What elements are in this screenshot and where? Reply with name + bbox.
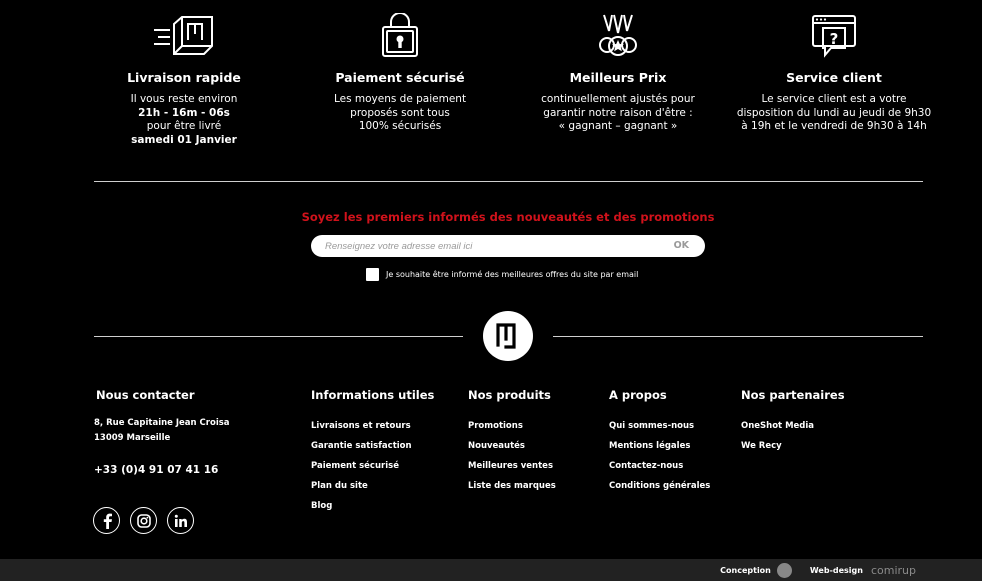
- footer-link[interactable]: Livraisons et retours: [311, 421, 411, 431]
- feature-title: Livraison rapide: [127, 70, 241, 85]
- footer-link[interactable]: OneShot Media: [741, 421, 815, 431]
- feature-title: Paiement sécurisé: [335, 70, 465, 85]
- feature-text: [508, 93, 728, 134]
- footer-heading: A propos: [609, 388, 667, 402]
- footer-heading: Informations utiles: [311, 388, 435, 402]
- footer-link[interactable]: Blog: [311, 501, 333, 511]
- footer-link[interactable]: Promotions: [468, 421, 523, 431]
- feature-line: Les moyens de paiement: [333, 93, 467, 105]
- feature-text: [724, 93, 944, 134]
- footer-heading: Nos produits: [468, 388, 551, 402]
- countdown: 21h - 16m - 06s: [138, 106, 230, 119]
- address: [94, 416, 230, 446]
- fast-delivery-icon: [74, 10, 294, 62]
- feature-line: Il vous reste environ: [130, 93, 238, 105]
- social-links: [93, 507, 194, 534]
- feature-line: continuellement ajustés pour: [541, 93, 695, 105]
- divider-right: [553, 336, 923, 337]
- address-line: 8, Rue Capitaine Jean Croisa: [94, 418, 230, 428]
- features-row: [0, 0, 982, 180]
- footer-link[interactable]: Plan du site: [311, 481, 368, 491]
- delivery-date: samedi 01 Janvier: [131, 133, 237, 146]
- linkedin-icon[interactable]: [167, 507, 194, 534]
- footer-link[interactable]: Mentions légales: [609, 441, 691, 451]
- feature-line: à 19h et le vendredi de 9h30 à 14h: [741, 120, 927, 132]
- newsletter-ok-button[interactable]: OK: [673, 240, 689, 251]
- footer-col-partners: [741, 388, 845, 456]
- feature-customer-service: [724, 10, 944, 134]
- footer-link[interactable]: Contactez-nous: [609, 461, 684, 471]
- globe-icon[interactable]: [777, 563, 792, 578]
- logo-mark-icon: [494, 321, 522, 351]
- phone-number[interactable]: +33 (0)4 91 07 41 16: [94, 464, 219, 476]
- footer-link[interactable]: Meilleures ventes: [468, 461, 553, 471]
- feature-line: pour être livré: [146, 120, 222, 132]
- padlock-icon: [290, 10, 510, 62]
- footer-heading: Nos partenaires: [741, 388, 845, 402]
- newsletter-optin[interactable]: [366, 268, 638, 281]
- footer-link[interactable]: Garantie satisfaction: [311, 441, 412, 451]
- footer-col-contact: [96, 388, 230, 476]
- newsletter-title: Soyez les premiers informés des nouveautés et des promotions: [301, 210, 715, 224]
- footer-link[interactable]: Paiement sécurisé: [311, 461, 399, 471]
- feature-line: garantir notre raison d'être :: [543, 106, 693, 119]
- footer-col-products: [468, 388, 556, 496]
- brand-logo[interactable]: [483, 311, 533, 361]
- credits-bar: [0, 559, 982, 581]
- footer-heading: Nous contacter: [96, 388, 195, 402]
- feature-best-price: [508, 10, 728, 134]
- credits: [720, 563, 916, 578]
- conception-label: Conception: [720, 566, 771, 575]
- newsletter-form: [311, 235, 705, 257]
- feature-line: 100% sécurisés: [358, 120, 442, 132]
- address-line: 13009 Marseille: [94, 433, 171, 443]
- feature-line: Le service client est a votre: [761, 93, 907, 105]
- footer-link[interactable]: We Recy: [741, 441, 782, 451]
- svg-text:?: ?: [829, 30, 839, 48]
- help-chat-icon: [724, 10, 944, 62]
- facebook-icon[interactable]: [93, 507, 120, 534]
- footer-link[interactable]: Liste des marques: [468, 481, 556, 491]
- divider-top: [94, 181, 923, 182]
- footer-link[interactable]: Qui sommes-nous: [609, 421, 695, 431]
- footer-col-about: [609, 388, 710, 496]
- feature-payment: [290, 10, 510, 134]
- webdesign-label: Web-design: [809, 566, 863, 575]
- feature-title: Service client: [786, 70, 882, 85]
- optin-label: Je souhaite être informé des meilleures offres du site par email: [386, 270, 639, 279]
- medals-icon: [508, 10, 728, 62]
- divider-left: [94, 336, 463, 337]
- optin-checkbox[interactable]: [366, 268, 379, 281]
- feature-text: [290, 93, 510, 134]
- feature-title: Meilleurs Prix: [569, 70, 667, 85]
- footer-link[interactable]: Conditions générales: [609, 481, 711, 491]
- comirup-logo-link[interactable]: comirup: [870, 564, 916, 577]
- feature-line: « gagnant – gagnant »: [558, 120, 678, 132]
- footer-col-info: [311, 388, 434, 516]
- instagram-icon[interactable]: [130, 507, 157, 534]
- feature-text: [74, 93, 294, 147]
- feature-line: disposition du lundi au jeudi de 9h30: [736, 106, 932, 119]
- footer-link[interactable]: Nouveautés: [468, 441, 525, 451]
- feature-delivery: [74, 10, 294, 147]
- newsletter-email-input[interactable]: [325, 238, 655, 254]
- feature-line: proposés sont tous: [350, 106, 450, 119]
